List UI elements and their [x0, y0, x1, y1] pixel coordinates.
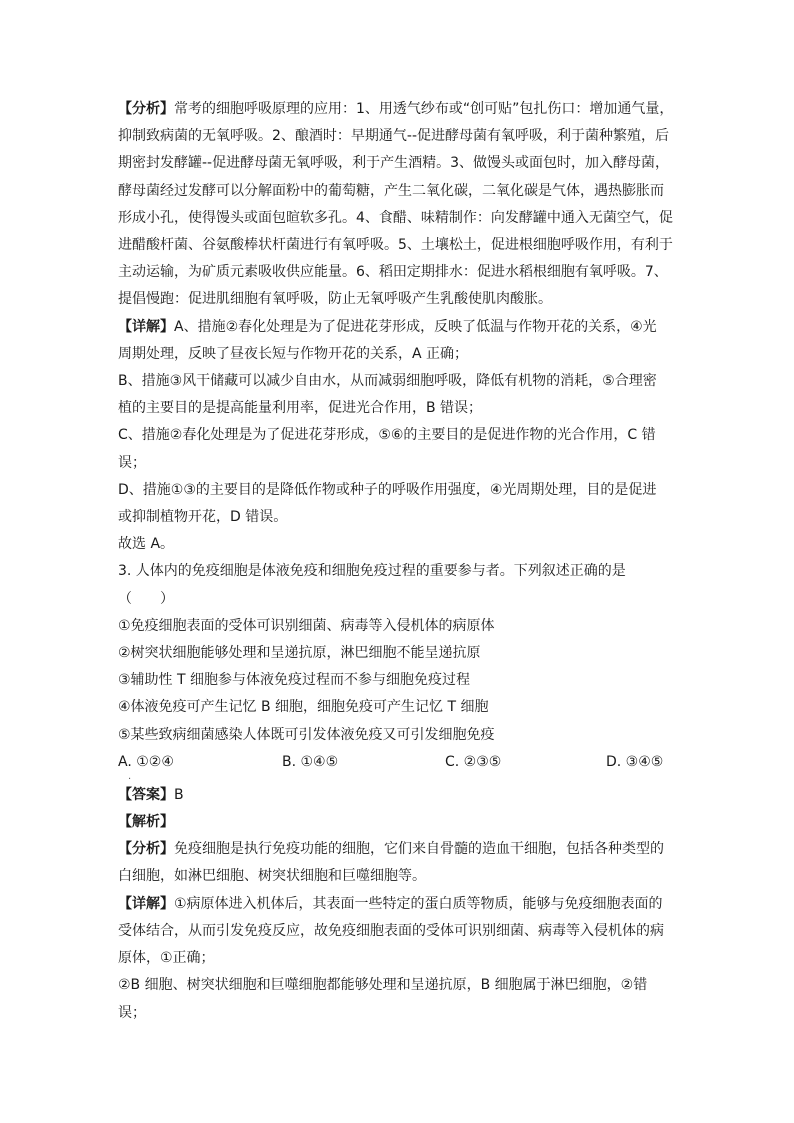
answer-value: B — [174, 786, 184, 803]
detail2-line-1 — [118, 891, 678, 918]
analysis-line-7: 主动运输，为矿质元素吸收供应能量。6、稻田定期排水：促进水稻根细胞有氧呼吸。7、 — [118, 264, 668, 281]
statement-3: ③辅助性 T 细胞参与体液免疫过程而不参与细胞免疫过程 — [118, 672, 471, 689]
statement-4: ④体液免疫可产生记忆 B 细胞，细胞免疫可产生记忆 T 细胞 — [118, 699, 489, 716]
analysis2-line-1 — [118, 836, 678, 863]
document-page — [118, 96, 678, 1027]
statement-1: ①免疫细胞表面的受体可识别细菌、病毒等入侵机体的病原体 — [118, 617, 495, 634]
analysis2-line-2: 白细胞，如淋巴细胞、树突状细胞和巨噬细胞等。 — [118, 868, 426, 885]
answer-line — [118, 782, 678, 809]
analysis-line-2: 抑制致病菌的无氧呼吸。2、酿酒时：早期通气--促进酵母菌有氧呼吸，利于菌种繁殖，后 — [118, 128, 670, 145]
detail2-line-2: 受体结合，从而引发免疫反应，故免疫细胞表面的受体可识别细菌、病毒等入侵机体的病 — [118, 922, 664, 939]
detail2-text: ①病原体进入机体后，其表面一些特定的蛋白质等物质，能够与免疫细胞表面的 — [174, 895, 663, 912]
question-stem: 3. 人体内的免疫细胞是体液免疫和细胞免疫过程的重要参与者。下列叙述正确的是 — [118, 563, 626, 580]
question-bracket: （ ） — [118, 590, 174, 607]
explain-line — [118, 809, 678, 836]
detail-text: A、措施②春化处理是为了促进花芽形成，反映了低温与作物开花的关系，④光 — [174, 318, 657, 335]
analysis-line-3: 期密封发酵罐--促进酵母菌无氧呼吸，利于产生酒精。3、做馒头或面包时，加入酵母菌， — [118, 155, 670, 172]
option-b: B. ①④⑤ — [282, 753, 339, 770]
analysis-line-4: 酵母菌经过发酵可以分解面粉中的葡萄糖，产生二氧化碳，二氧化碳是气体，遇热膨胀而 — [118, 182, 664, 199]
detail2-line-4: ②B 细胞、树突状细胞和巨噬细胞都能够处理和呈递抗原，B 细胞属于淋巴细胞，②错 — [118, 977, 648, 994]
analysis-line-1 — [118, 96, 678, 123]
detail2-tag: 【详解】 — [118, 895, 174, 912]
detail-line-2: 周期处理，反映了昼夜长短与作物开花的关系，A 正确； — [118, 345, 469, 362]
detail-line-4: 植的主要目的是提高能量利用率，促进光合作用，B 错误； — [118, 400, 483, 417]
analysis2-text: 免疫细胞是执行免疫功能的细胞，它们来自骨髓的造血干细胞，包括各种类型的 — [174, 841, 664, 858]
statement-5: ⑤某些致病细菌感染人体既可引发体液免疫又可引发细胞免疫 — [118, 726, 495, 743]
detail2-line-5: 误； — [118, 1004, 146, 1021]
detail-line-3: B、措施③风干储藏可以减少自由水，从而减弱细胞呼吸，降低有机物的消耗，⑤合理密 — [118, 373, 657, 390]
detail-line-7: D、措施①③的主要目的是降低作物或种子的呼吸作用强度，④光周期处理，目的是促进 — [118, 481, 657, 498]
analysis2-tag: 【分析】 — [118, 841, 174, 858]
detail-line-1 — [118, 314, 678, 341]
analysis-text: 常考的细胞呼吸原理的应用：1、用透气纱布或“创可贴”包扎伤口：增加通气量， — [174, 101, 674, 117]
option-c: C. ②③⑤ — [445, 753, 502, 770]
detail-line-6: 误； — [118, 454, 146, 471]
option-d: D. ③④⑤ — [606, 753, 664, 770]
option-a: A. ①②④ — [118, 753, 174, 770]
detail2-line-3: 原体，①正确； — [118, 950, 215, 967]
answer-tag: 【答案】 — [118, 786, 174, 803]
explain-tag: 【解析】 — [118, 814, 174, 831]
option-dot: · — [128, 773, 132, 785]
detail-tag: 【详解】 — [118, 318, 174, 335]
detail-line-5: C、措施②春化处理是为了促进花芽形成，⑤⑥的主要目的是促进作物的光合作用，C 错 — [118, 427, 656, 444]
statement-2: ②树突状细胞能够处理和呈递抗原，淋巴细胞不能呈递抗原 — [118, 645, 481, 662]
analysis-tag: 【分析】 — [118, 101, 174, 117]
answer-options — [118, 749, 678, 785]
analysis-line-5: 形成小孔，使得馒头或面包暄软多孔。4、食醋、味精制作：向发酵罐中通入无菌空气，促 — [118, 209, 673, 226]
analysis-line-8: 提倡慢跑：促进肌细胞有氧呼吸，防止无氧呼吸产生乳酸使肌肉酸胀。 — [118, 291, 552, 308]
detail-line-8: 或抑制植物开花，D 错误。 — [118, 509, 288, 526]
conclusion-line: 故选 A。 — [118, 536, 175, 553]
analysis-line-6: 进醋酸杆菌、谷氨酸棒状杆菌进行有氧呼吸。5、土壤松土，促进根细胞呼吸作用，有利于 — [118, 237, 673, 254]
